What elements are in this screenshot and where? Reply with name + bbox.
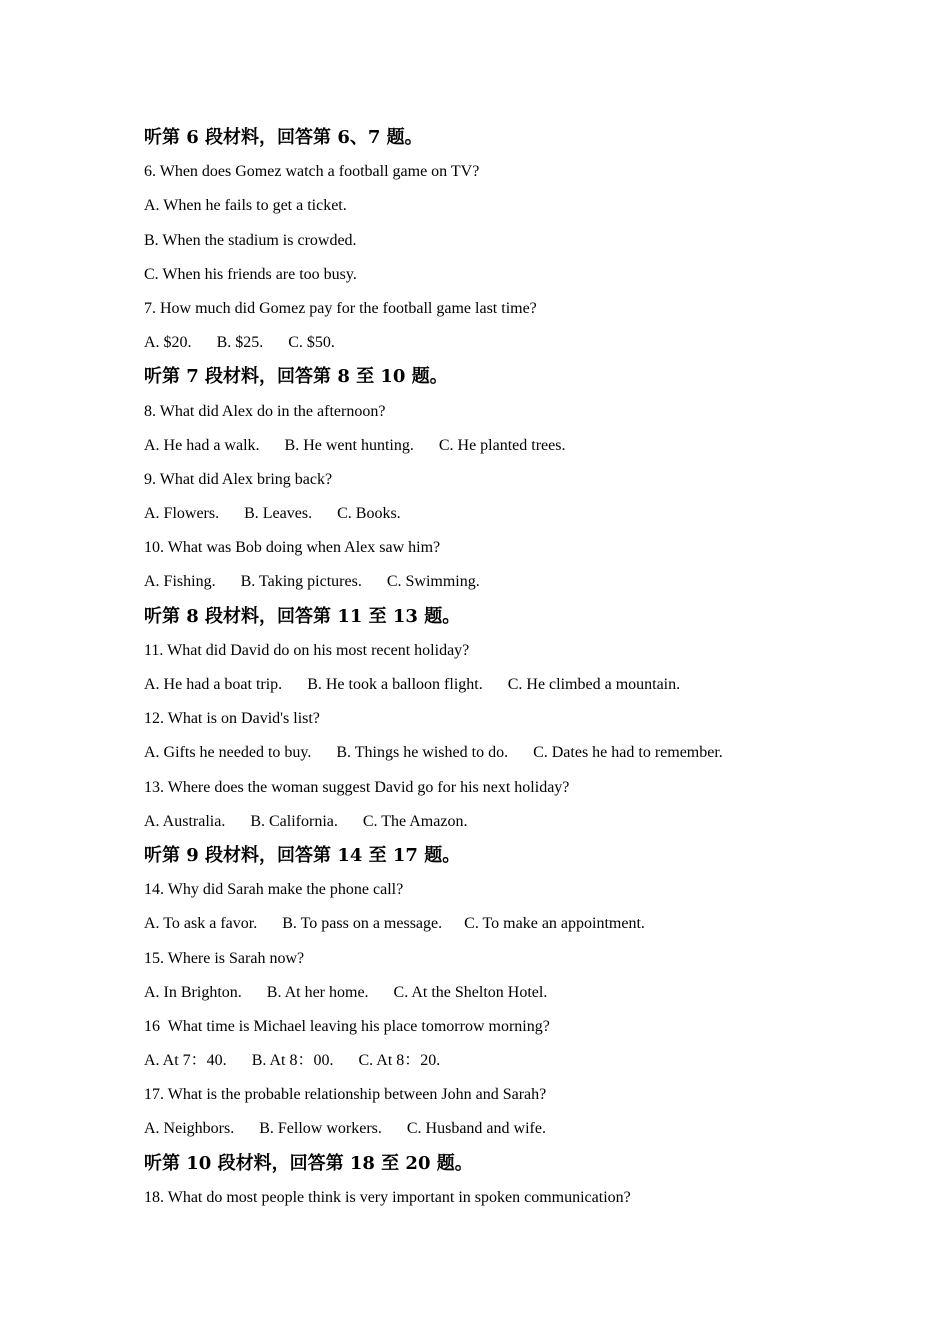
option-a: A. Gifts he needed to buy.: [144, 744, 312, 762]
document-page: [144, 121, 924, 1215]
option-b: B. Leaves.: [244, 505, 313, 523]
option-c: C. Husband and wife.: [406, 1120, 546, 1138]
question: 6. When does Gomez watch a football game on TV?: [144, 163, 480, 181]
question: 7. How much did Gomez pay for the football game last time?: [144, 299, 537, 317]
option-a: A. Neighbors.: [144, 1120, 235, 1138]
options-row: [144, 1044, 924, 1078]
option-b: B. He went hunting.: [284, 436, 414, 454]
options-row: [144, 1112, 924, 1146]
option-c: C. Books.: [337, 505, 401, 523]
section-heading: 听第 6 段材料，回答第 6、7 题。: [144, 127, 423, 148]
section-heading: 听第 9 段材料，回答第 14 至 17 题。: [144, 844, 461, 866]
question: 9. What did Alex bring back?: [144, 470, 333, 488]
options-row: [144, 976, 924, 1010]
option-a: A. Fishing.: [144, 573, 216, 591]
options-row: [144, 326, 924, 360]
option-a: A. To ask a favor.: [144, 915, 258, 933]
option-line: B. When the stadium is crowded.: [144, 231, 357, 249]
question: 17. What is the probable relationship between John and Sarah?: [144, 1086, 547, 1104]
question: 18. What do most people think is very important in spoken communication?: [144, 1188, 631, 1206]
option-b: B. At 8：00.: [251, 1052, 334, 1070]
options-row: [144, 907, 924, 941]
question: 14. Why did Sarah make the phone call?: [144, 881, 404, 899]
question: 16 What time is Michael leaving his place tomorrow morning?: [144, 1017, 550, 1035]
option-c: C. At the Shelton Hotel.: [393, 983, 548, 1001]
option-c: C. He climbed a mountain.: [507, 676, 681, 693]
option-c: C. The Amazon.: [362, 812, 468, 830]
option-a: A. In Brighton.: [144, 983, 242, 1001]
option-line: A. When he fails to get a ticket.: [144, 197, 347, 215]
option-b: B. $25.: [216, 334, 264, 352]
option-a: A. Australia.: [144, 812, 226, 830]
options-row: [144, 497, 924, 531]
option-a: A. $20.: [144, 334, 192, 352]
option-a: A. He had a walk.: [144, 436, 260, 454]
option-b: B. California.: [250, 812, 338, 830]
option-c: C. He planted trees.: [438, 436, 566, 454]
question: 10. What was Bob doing when Alex saw him?: [144, 539, 441, 557]
options-row: [144, 668, 924, 702]
question: 15. Where is Sarah now?: [144, 949, 305, 967]
option-b: B. To pass on a message.: [282, 915, 443, 933]
option-c: C. Dates he had to remember.: [533, 744, 723, 762]
option-c: C. $50.: [288, 334, 335, 352]
option-line: C. When his friends are too busy.: [144, 265, 357, 283]
question: 11. What did David do on his most recent holiday?: [144, 641, 470, 659]
question: 12. What is on David's list?: [144, 710, 320, 728]
option-a: A. He had a boat trip.: [144, 676, 283, 693]
option-b: B. Things he wished to do.: [336, 744, 509, 762]
option-b: B. At her home.: [266, 983, 369, 1001]
options-row: [144, 565, 924, 599]
options-row: [144, 736, 924, 770]
option-b: B. Fellow workers.: [259, 1120, 382, 1138]
option-c: C. To make an appointment.: [464, 915, 645, 933]
option-b: B. He took a balloon flight.: [307, 676, 483, 693]
options-row: [144, 805, 924, 839]
option-a: A. Flowers.: [144, 505, 220, 523]
options-row: [144, 429, 924, 463]
option-a: A. At 7：40.: [144, 1052, 227, 1070]
option-b: B. Taking pictures.: [240, 573, 362, 591]
question: 13. Where does the woman suggest David go for his next holiday?: [144, 778, 570, 796]
option-c: C. At 8：20.: [358, 1052, 441, 1070]
question: 8. What did Alex do in the afternoon?: [144, 402, 386, 420]
section-heading: 听第 10 段材料，回答第 18 至 20 题。: [144, 1152, 473, 1174]
section-heading: 听第 7 段材料，回答第 8 至 10 题。: [144, 366, 448, 388]
section-heading: 听第 8 段材料，回答第 11 至 13 题。: [144, 605, 461, 627]
option-c: C. Swimming.: [386, 573, 480, 591]
